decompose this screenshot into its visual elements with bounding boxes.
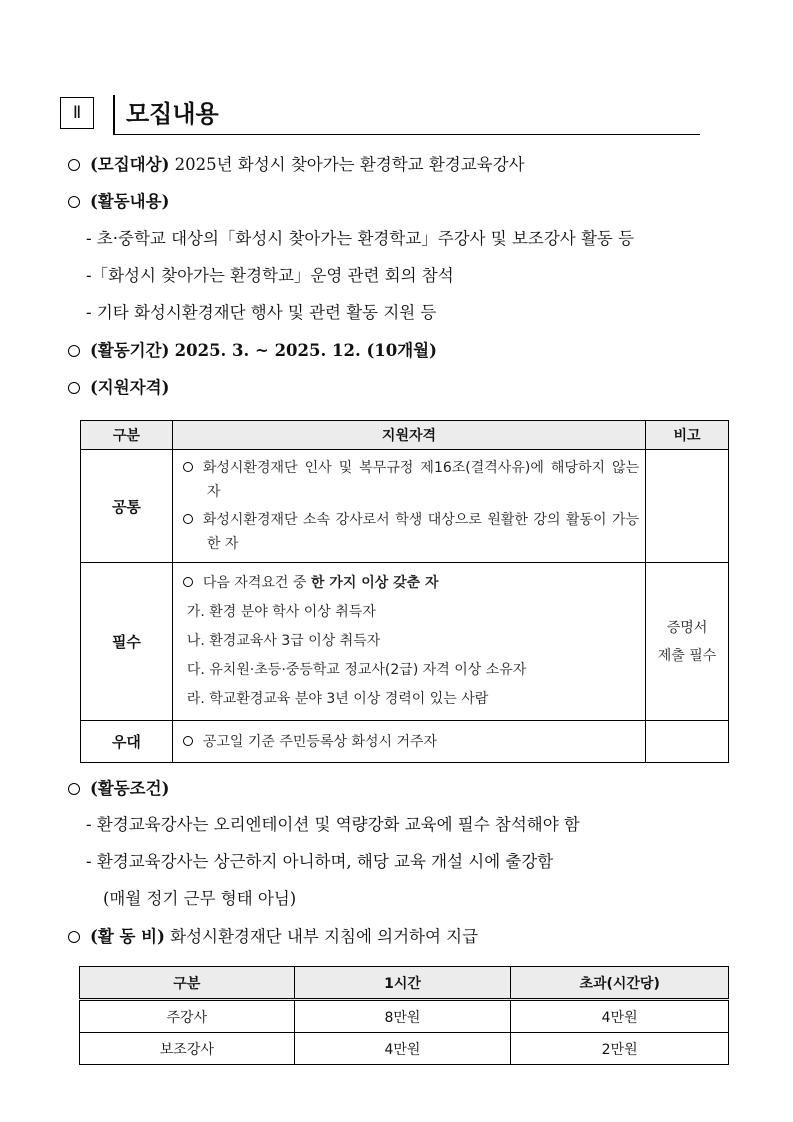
circle-bullet-icon [183,462,193,472]
list-item: 라. 학교환경교육 분야 3년 이상 경력이 있는 사람 [186,691,489,707]
circle-bullet-icon [183,736,193,746]
row-label-preferred: 우대 [81,721,173,763]
table-header-row [81,421,729,450]
table-cell: 4만원 [294,1033,511,1065]
row-label-common: 공통 [81,450,173,563]
list-item: 나. 환경교육사 3급 이상 취득자 [186,633,381,649]
activity-item: - 기타 화성시환경재단 행사 및 관련 활동 지원 등 [86,303,437,322]
required-qualifications [172,563,645,721]
table-row [81,721,729,763]
table-cell: 2만원 [511,1033,729,1065]
note-cell-empty [646,450,729,563]
fee-line [68,926,478,948]
recruit-target-text: 2025년 화성시 찾아가는 환경학교 환경교육강사 [174,155,525,174]
table-cell: 보조강사 [80,1033,295,1065]
fee-table [79,966,729,1065]
activity-item: - 초·중학교 대상의「화성시 찾아가는 환경학교」주강사 및 보조강사 활동 등 [86,229,635,248]
list-item: 다. 유치원·초등·중등학교 정교사(2급) 자격 이상 소유자 [186,662,527,678]
qualification-heading [68,377,169,399]
note-line: 제출 필수 [657,647,717,664]
row-label-required: 필수 [81,563,173,721]
section-title: 모집내용 [126,100,219,128]
conditions-heading [68,778,169,800]
activity-label: (활동내용) [90,192,170,211]
circle-bullet-icon [68,159,80,171]
period-text: 2025. 3. ~ 2025. 12. (10개월) [174,341,437,360]
note-cell-empty [646,721,729,763]
section-header [60,95,700,137]
note-line: 증명서 [666,619,708,636]
table-row [81,450,729,563]
fee-text: 화성시환경재단 내부 지침에 의거하여 지급 [170,927,479,946]
list-item: 화성시환경재단 인사 및 복무규정 제16조(결격사유)에 해당하지 않는 자 [183,456,639,504]
condition-item: - 환경교육강사는 오리엔테이션 및 역량강화 교육에 필수 참석해야 함 [86,815,580,834]
column-header: 구분 [81,421,173,450]
recruit-target-label: (모집대상) [90,155,170,174]
circle-bullet-icon [183,577,193,587]
recruit-target-line [68,154,525,176]
table-row [80,1033,729,1065]
preferred-qualification: 공고일 기준 주민등록상 화성시 거주자 [172,721,645,763]
list-item: 가. 환경 분야 학사 이상 취득자 [186,604,376,620]
circle-bullet-icon [68,931,80,943]
section-divider [113,95,115,135]
circle-bullet-icon [68,382,80,394]
column-header: 비고 [646,421,729,450]
column-header: 지원자격 [172,421,645,450]
period-label: (활동기간) [90,341,170,360]
column-header: 구분 [80,967,295,1000]
table-header-row [80,967,729,1000]
activity-heading [68,191,169,213]
common-qualifications [172,450,645,563]
required-intro: 다음 자격요건 중 한 가지 이상 갖춘 자 [183,569,639,598]
column-header: 1시간 [294,967,511,1000]
circle-bullet-icon [68,783,80,795]
table-cell: 주강사 [80,1000,295,1033]
note-cell [646,563,729,721]
circle-bullet-icon [183,514,193,524]
section-number: Ⅱ [60,97,94,129]
circle-bullet-icon [68,196,80,208]
table-cell: 8만원 [294,1000,511,1033]
condition-item: (매월 정기 근무 형태 아님) [103,889,297,908]
conditions-label: (활동조건) [90,779,170,798]
circle-bullet-icon [68,345,80,357]
table-row [81,563,729,721]
list-item: 화성시환경재단 소속 강사로서 학생 대상으로 원활한 강의 활동이 가능한 자 [183,508,639,556]
condition-item: - 환경교육강사는 상근하지 아니하며, 해당 교육 개설 시에 출강함 [86,852,554,871]
activity-item: -「화성시 찾아가는 환경학교」운영 관련 회의 참석 [86,266,454,285]
qualification-table [80,420,729,763]
section-underline [114,134,700,135]
period-line [68,340,437,362]
table-row [80,1000,729,1033]
column-header: 초과(시간당) [511,967,729,1000]
table-cell: 4만원 [511,1000,729,1033]
fee-label: (활 동 비) [90,927,165,946]
qualification-label: (지원자격) [90,378,170,397]
